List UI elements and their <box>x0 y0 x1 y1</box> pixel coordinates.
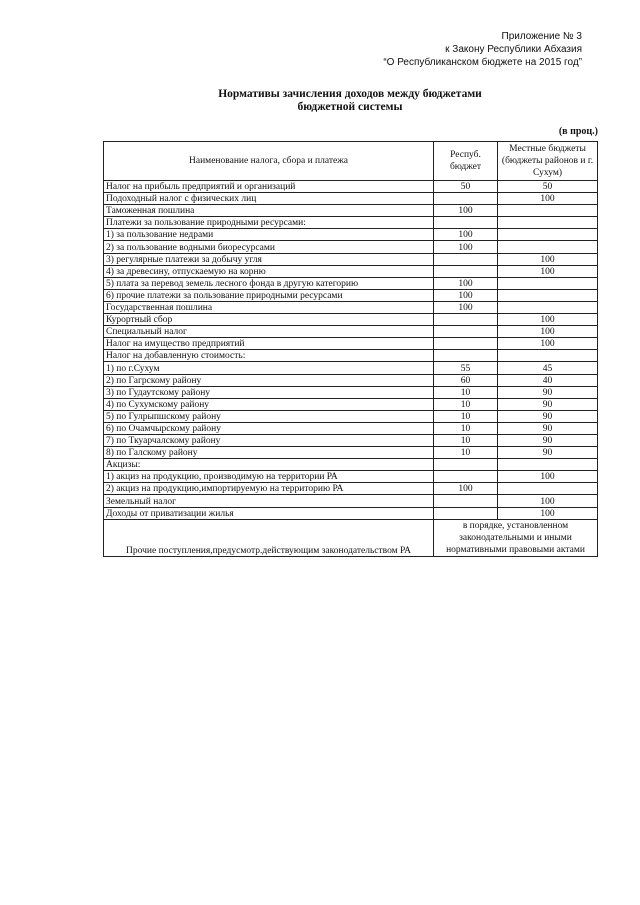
table-row <box>104 338 598 350</box>
row-local-value: 100 <box>498 326 598 338</box>
table-row <box>104 289 598 301</box>
document-title <box>150 88 550 114</box>
row-name: 1) по г.Сухум <box>104 362 434 374</box>
row-name: 8) по Галскому району <box>104 447 434 459</box>
table-row <box>104 301 598 313</box>
row-local-value: 45 <box>498 362 598 374</box>
table-row <box>104 253 598 265</box>
row-local-value: 100 <box>498 507 598 519</box>
row-name: Налог на добавленную стоимость: <box>104 350 434 362</box>
row-name: 1) акциз на продукцию, производимую на территории РА <box>104 471 434 483</box>
row-republic-value: 10 <box>434 386 498 398</box>
last-row-note: в порядке, установленном законодательными и иными нормативными правовыми актами <box>434 519 598 556</box>
row-republic-value: 10 <box>434 434 498 446</box>
row-republic-value <box>434 471 498 483</box>
row-name: 5) по Гулрыпшскому району <box>104 410 434 422</box>
row-republic-value <box>434 253 498 265</box>
row-republic-value: 100 <box>434 277 498 289</box>
table-row <box>104 459 598 471</box>
last-row <box>104 519 598 556</box>
table-row <box>104 447 598 459</box>
row-local-value: 100 <box>498 314 598 326</box>
row-local-value <box>498 217 598 229</box>
row-republic-value: 100 <box>434 229 498 241</box>
row-local-value <box>498 241 598 253</box>
row-republic-value: 10 <box>434 410 498 422</box>
row-republic-value <box>434 265 498 277</box>
appendix-header <box>383 30 582 69</box>
row-local-value <box>498 289 598 301</box>
row-name: Платежи за пользование природными ресурсами: <box>104 217 434 229</box>
table-row <box>104 410 598 422</box>
row-local-value: 100 <box>498 193 598 205</box>
table-row <box>104 362 598 374</box>
appendix-law: к Закону Республики Абхазия <box>445 44 582 55</box>
row-name: 1) за пользование недрами <box>104 229 434 241</box>
table-row <box>104 471 598 483</box>
row-republic-value <box>434 495 498 507</box>
row-local-value: 50 <box>498 181 598 193</box>
row-name: Государственная пошлина <box>104 301 434 313</box>
row-republic-value: 10 <box>434 422 498 434</box>
title-line-2: бюджетной системы <box>297 101 403 113</box>
row-republic-value <box>434 217 498 229</box>
row-republic-value <box>434 193 498 205</box>
row-republic-value: 60 <box>434 374 498 386</box>
row-name: Налог на прибыль предприятий и организаций <box>104 181 434 193</box>
row-republic-value <box>434 314 498 326</box>
table-row <box>104 193 598 205</box>
row-local-value <box>498 205 598 217</box>
row-republic-value <box>434 326 498 338</box>
table-row <box>104 277 598 289</box>
row-republic-value <box>434 507 498 519</box>
table-row <box>104 314 598 326</box>
row-local-value: 90 <box>498 398 598 410</box>
table-row <box>104 386 598 398</box>
table-row <box>104 241 598 253</box>
table-row <box>104 434 598 446</box>
row-republic-value: 100 <box>434 205 498 217</box>
row-name: Подоходный налог с физических лиц <box>104 193 434 205</box>
row-republic-value: 50 <box>434 181 498 193</box>
row-name: 2) по Гагрскому району <box>104 374 434 386</box>
row-name: 3) регулярные платежи за добычу угля <box>104 253 434 265</box>
row-name: Налог на имущество предприятий <box>104 338 434 350</box>
row-republic-value: 100 <box>434 289 498 301</box>
row-name: 5) плата за перевод земель лесного фонда в другую категорию <box>104 277 434 289</box>
table-row <box>104 326 598 338</box>
row-local-value <box>498 229 598 241</box>
row-local-value <box>498 459 598 471</box>
row-name: 7) по Ткуарчалскому району <box>104 434 434 446</box>
row-local-value: 90 <box>498 447 598 459</box>
row-name: Акцизы: <box>104 459 434 471</box>
row-name: 6) прочие платежи за пользование природными ресурсами <box>104 289 434 301</box>
row-republic-value <box>434 459 498 471</box>
table-row <box>104 422 598 434</box>
row-name: 2) за пользование водными биоресурсами <box>104 241 434 253</box>
row-republic-value: 100 <box>434 241 498 253</box>
row-name: 4) за древесину, отпускаемую на корню <box>104 265 434 277</box>
row-name: 2) акциз на продукцию,импортируемую на территорию РА <box>104 483 434 495</box>
row-republic-value <box>434 338 498 350</box>
row-local-value: 100 <box>498 265 598 277</box>
row-republic-value: 10 <box>434 447 498 459</box>
header-local: Местные бюджеты (бюджеты районов и г. Сухум) <box>498 142 598 181</box>
row-local-value: 100 <box>498 338 598 350</box>
table-row <box>104 398 598 410</box>
row-republic-value: 100 <box>434 483 498 495</box>
table-row <box>104 217 598 229</box>
table-row <box>104 374 598 386</box>
units-label: (в проц.) <box>558 126 598 137</box>
row-name: Таможенная пошлина <box>104 205 434 217</box>
row-local-value <box>498 483 598 495</box>
table-body <box>104 181 598 557</box>
row-local-value <box>498 301 598 313</box>
row-local-value: 90 <box>498 410 598 422</box>
last-row-name: Прочие поступления,предусмотр.действующим законодательством РА <box>104 519 434 556</box>
row-local-value: 100 <box>498 471 598 483</box>
row-republic-value: 100 <box>434 301 498 313</box>
row-name: Курортный сбор <box>104 314 434 326</box>
table-row <box>104 507 598 519</box>
norms-table <box>103 141 598 557</box>
row-republic-value: 55 <box>434 362 498 374</box>
header-republic: Респуб. бюджет <box>434 142 498 181</box>
table-row <box>104 350 598 362</box>
appendix-law-title: “О Республиканском бюджете на 2015 год” <box>383 57 582 68</box>
row-local-value: 40 <box>498 374 598 386</box>
table-row <box>104 483 598 495</box>
row-republic-value <box>434 350 498 362</box>
row-local-value: 90 <box>498 434 598 446</box>
table-row <box>104 495 598 507</box>
row-name: Специальный налог <box>104 326 434 338</box>
table-row <box>104 181 598 193</box>
row-republic-value: 10 <box>434 398 498 410</box>
row-name: 4) по Сухумскому району <box>104 398 434 410</box>
row-local-value: 100 <box>498 253 598 265</box>
row-name: Доходы от приватизации жилья <box>104 507 434 519</box>
row-name: 6) по Очамчырскому району <box>104 422 434 434</box>
header-name: Наименование налога, сбора и платежа <box>104 142 434 181</box>
row-local-value: 90 <box>498 386 598 398</box>
row-local-value: 90 <box>498 422 598 434</box>
table-row <box>104 205 598 217</box>
row-local-value <box>498 350 598 362</box>
title-line-1: Нормативы зачисления доходов между бюджетами <box>218 88 482 100</box>
table-row <box>104 265 598 277</box>
row-local-value <box>498 277 598 289</box>
row-local-value: 100 <box>498 495 598 507</box>
table-header-row <box>104 142 598 181</box>
appendix-number: Приложение № 3 <box>501 31 582 42</box>
table-row <box>104 229 598 241</box>
row-name: 3) по Гудаутскому району <box>104 386 434 398</box>
row-name: Земельный налог <box>104 495 434 507</box>
